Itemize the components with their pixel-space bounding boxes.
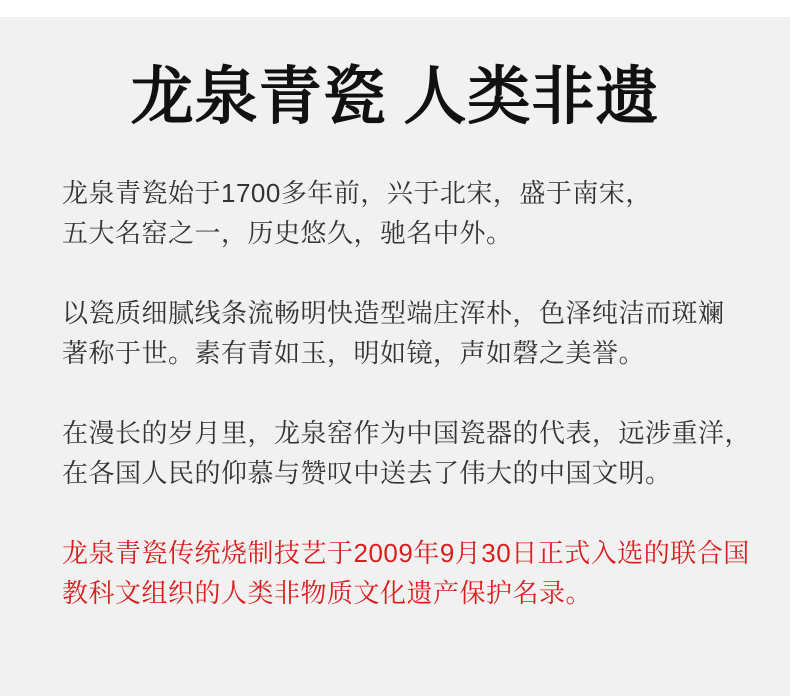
paragraph-history	[62, 173, 728, 253]
article-body	[0, 17, 790, 613]
paragraph-line: 龙泉青瓷传统烧制技艺于2009年9月30日正式入选的联合国	[62, 538, 750, 568]
paragraph-unesco-highlight	[62, 533, 750, 613]
paragraph-line: 著称于世。素有青如玉，明如镜，声如磬之美誉。	[62, 338, 646, 368]
paragraph-line: 教科文组织的人类非物质文化遗产保护名录。	[62, 578, 593, 608]
paragraph-line: 以瓷质细腻线条流畅明快造型端庄浑朴，色泽纯洁而斑斓	[62, 298, 725, 328]
paragraph-legacy	[62, 413, 752, 493]
paragraph-quality	[62, 293, 728, 373]
paragraph-line: 在各国人民的仰慕与赞叹中送去了伟大的中国文明。	[62, 458, 672, 488]
page-title: 龙泉青瓷 人类非遗	[130, 62, 660, 132]
paragraph-line: 五大名窑之一，历史悠久，驰名中外。	[62, 218, 513, 248]
paragraph-line: 龙泉青瓷始于1700多年前，兴于北宋，盛于南宋，	[62, 178, 652, 208]
paragraph-line: 在漫长的岁月里，龙泉窑作为中国瓷器的代表，远涉重洋，	[62, 418, 752, 448]
top-strip	[0, 0, 790, 17]
